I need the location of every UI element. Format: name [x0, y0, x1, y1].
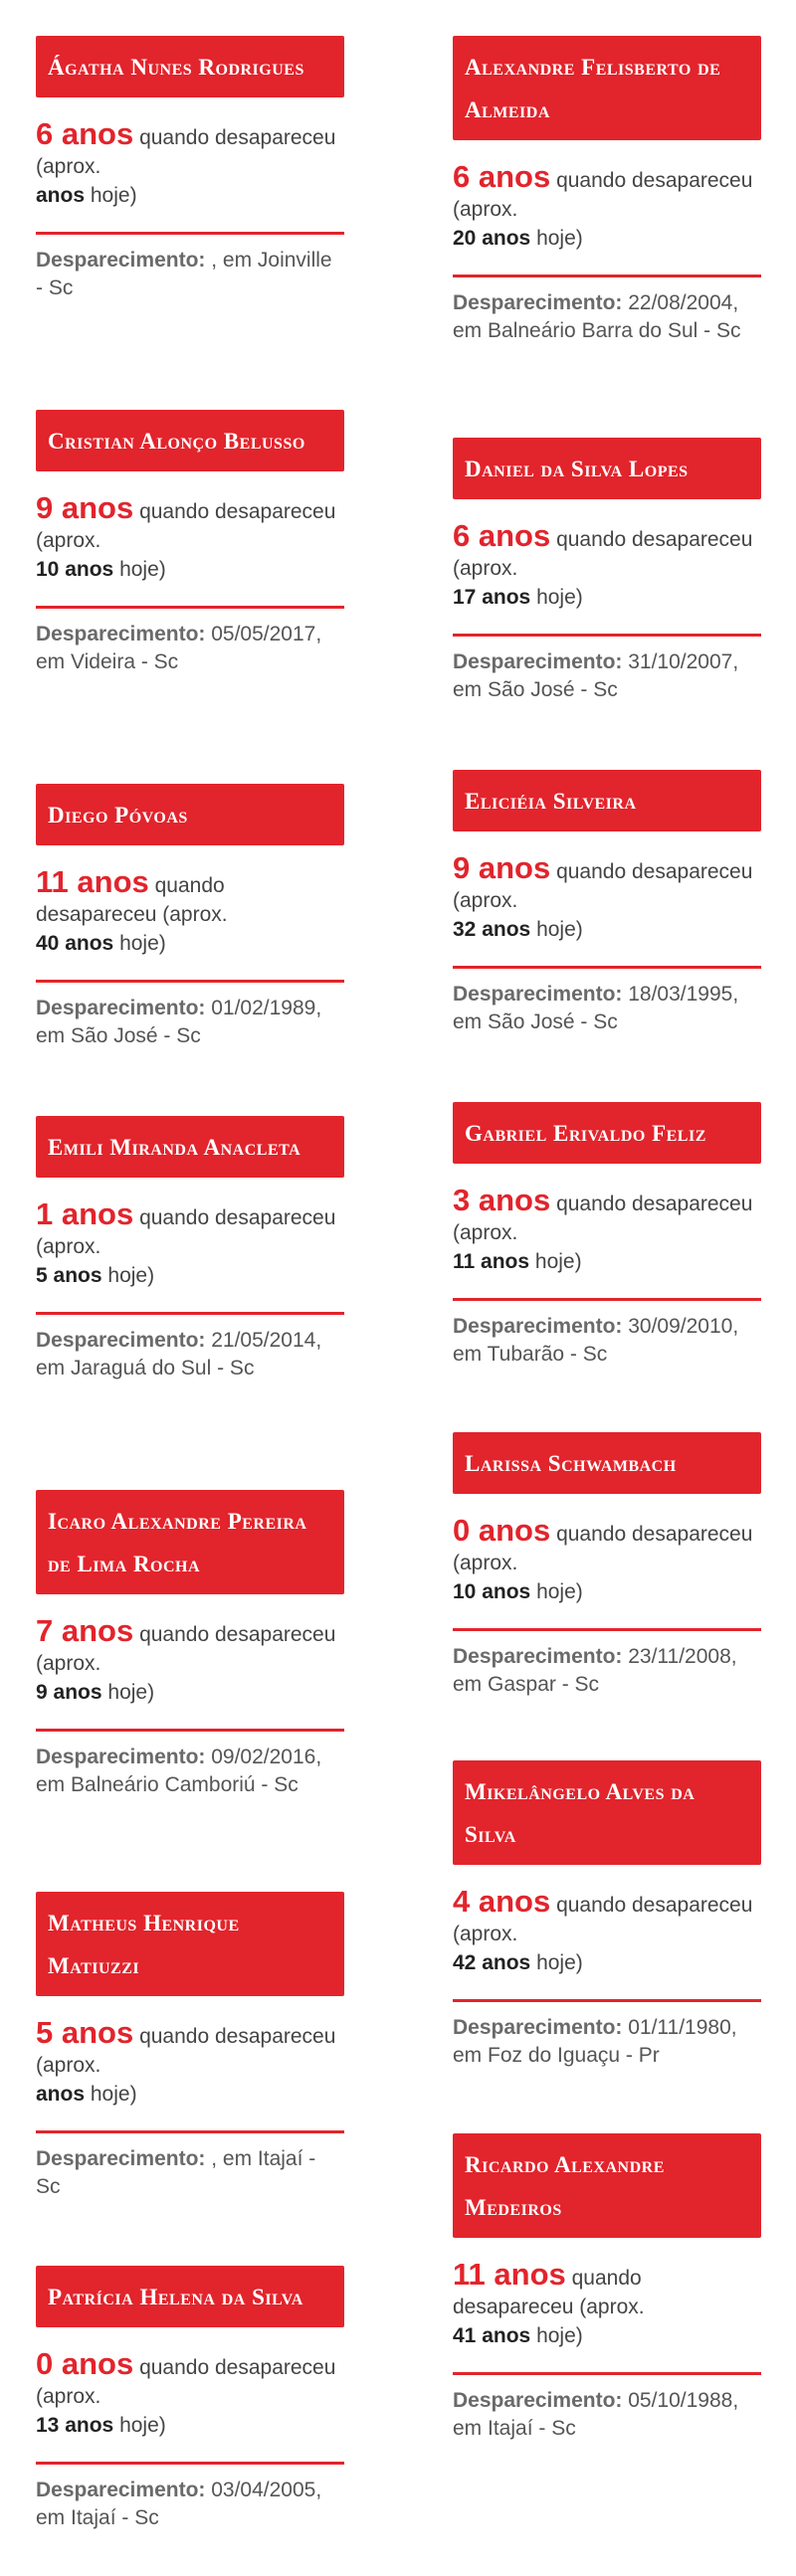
- disappearance-details: 03/04/2005, em Itajaí - Sc: [36, 2479, 322, 2529]
- person-name: Eliciéia Silveira: [453, 770, 761, 831]
- disappearance-info: [453, 2014, 761, 2070]
- divider: [36, 1729, 344, 1732]
- today-age-value: 32: [453, 918, 477, 941]
- divider: [36, 606, 344, 609]
- disappearance-details: 05/10/1988, em Itajaí - Sc: [453, 2389, 739, 2440]
- age-unit: anos: [61, 116, 134, 151]
- today-label: hoje): [536, 227, 583, 250]
- age-text: [453, 850, 761, 944]
- disappearance-details: 22/08/2004, em Balneário Barra do Sul - Sc: [453, 291, 741, 342]
- disappearance-details: 01/02/1989, em São José - Sc: [36, 997, 322, 1047]
- today-age-unit: anos: [482, 1580, 531, 1603]
- disappearance-label: Desparecimento:: [453, 2016, 623, 2039]
- person-card: [36, 2266, 344, 2532]
- disappearance-label: Desparecimento:: [36, 2147, 206, 2170]
- when-disappeared-label: quando desapareceu (aprox.: [453, 169, 753, 221]
- when-disappeared-label: quando desapareceu (aprox.: [36, 874, 228, 926]
- divider: [36, 232, 344, 235]
- disappearance-details: 09/02/2016, em Balneário Camboriú - Sc: [36, 1746, 322, 1796]
- disappearance-details: 30/09/2010, em Tubarão - Sc: [453, 1315, 739, 1366]
- today-age-unit: anos: [36, 184, 86, 207]
- age-text: [36, 2015, 344, 2109]
- age-text: [453, 1884, 761, 1977]
- today-label: hoje): [536, 1951, 583, 1974]
- today-age-unit: anos: [65, 2414, 114, 2437]
- person-name: Emili Miranda Anacleta: [36, 1116, 344, 1178]
- disappearance-label: Desparecimento:: [36, 1746, 206, 1768]
- age-text: [453, 2257, 761, 2350]
- divider: [453, 634, 761, 637]
- divider: [36, 1312, 344, 1315]
- when-disappeared-label: quando desapareceu (aprox.: [36, 126, 336, 178]
- person-name: Patrícia Helena da Silva: [36, 2266, 344, 2327]
- person-name: Gabriel Erivaldo Feliz: [453, 1102, 761, 1164]
- today-label: hoje): [119, 2414, 166, 2437]
- person-name: Ricardo Alexandre Medeiros: [453, 2133, 761, 2238]
- disappearance-details: 18/03/1995, em São José - Sc: [453, 983, 739, 1033]
- disappearance-info: [36, 2145, 344, 2201]
- today-age-value: 40: [36, 932, 60, 955]
- age-unit: anos: [494, 2257, 566, 2292]
- disappearance-label: Desparecimento:: [453, 1645, 623, 1668]
- today-age-unit: anos: [481, 1250, 530, 1273]
- age-unit: anos: [478, 1183, 551, 1217]
- age-text: [453, 1183, 761, 1276]
- disappearance-details: 01/11/1980, em Foz do Iguaçu - Pr: [453, 2016, 737, 2067]
- disappearance-info: [36, 1744, 344, 1799]
- disappearance-label: Desparecimento:: [453, 983, 623, 1006]
- today-age-unit: anos: [482, 918, 531, 941]
- age-text: [36, 2346, 344, 2440]
- age-unit: anos: [61, 2015, 134, 2050]
- today-age-unit: anos: [65, 932, 114, 955]
- when-disappeared-label: quando desapareceu (aprox.: [36, 2356, 336, 2408]
- age-unit: anos: [61, 1196, 134, 1231]
- person-name: Matheus Henrique Matiuzzi: [36, 1892, 344, 1996]
- disappearance-info: [36, 995, 344, 1050]
- age-unit: anos: [61, 1613, 134, 1648]
- divider: [453, 275, 761, 277]
- today-label: hoje): [119, 558, 166, 581]
- person-card: [453, 770, 761, 1036]
- disappearance-details: 23/11/2008, em Gaspar - Sc: [453, 1645, 737, 1696]
- disappearance-label: Desparecimento:: [36, 2479, 206, 2501]
- disappearance-details: , em Joinville - Sc: [36, 249, 332, 299]
- disappearance-label: Desparecimento:: [36, 1329, 206, 1352]
- person-name: Alexandre Felisberto de Almeida: [453, 36, 761, 140]
- today-age-value: 20: [453, 227, 477, 250]
- person-card: [453, 1102, 761, 1369]
- today-label: hoje): [107, 1681, 155, 1704]
- when-disappeared-label: quando desapareceu (aprox.: [36, 500, 336, 552]
- today-age-value: 41: [453, 2324, 477, 2347]
- today-age-unit: anos: [482, 227, 531, 250]
- disappearance-info: [453, 1313, 761, 1369]
- disappearance-info: [453, 2387, 761, 2443]
- today-age-value: 9: [36, 1681, 48, 1704]
- age-value: 11: [36, 864, 69, 899]
- today-age-unit: anos: [482, 2324, 531, 2347]
- person-card: [36, 1116, 344, 1382]
- age-value: 6: [453, 159, 471, 194]
- today-age-value: 13: [36, 2414, 60, 2437]
- person-card: [453, 1432, 761, 1699]
- when-disappeared-label: quando desapareceu (aprox.: [36, 1206, 336, 1258]
- age-text: [36, 864, 344, 958]
- divider: [36, 2130, 344, 2133]
- today-label: hoje): [90, 184, 137, 207]
- disappearance-info: [36, 2477, 344, 2532]
- today-label: hoje): [536, 918, 583, 941]
- age-value: 5: [36, 2015, 54, 2050]
- today-age-value: 42: [453, 1951, 477, 1974]
- when-disappeared-label: quando desapareceu (aprox.: [36, 1623, 336, 1675]
- disappearance-info: [453, 289, 761, 345]
- age-unit: anos: [478, 159, 551, 194]
- age-text: [36, 116, 344, 210]
- person-card: [453, 438, 761, 704]
- age-value: 6: [453, 518, 471, 553]
- age-unit: anos: [77, 864, 149, 899]
- age-value: 9: [36, 490, 54, 525]
- today-label: hoje): [536, 1580, 583, 1603]
- person-card: [453, 1760, 761, 2070]
- person-card: [36, 1892, 344, 2201]
- age-unit: anos: [478, 1884, 551, 1919]
- divider: [453, 1628, 761, 1631]
- disappearance-info: [36, 1327, 344, 1382]
- age-value: 0: [453, 1513, 471, 1548]
- today-label: hoje): [107, 1264, 155, 1287]
- divider: [36, 980, 344, 983]
- today-age-value: 17: [453, 586, 477, 609]
- age-value: 9: [453, 850, 471, 885]
- age-value: 7: [36, 1613, 54, 1648]
- disappearance-label: Desparecimento:: [453, 1315, 623, 1338]
- age-text: [453, 518, 761, 612]
- today-label: hoje): [536, 586, 583, 609]
- age-text: [453, 1513, 761, 1606]
- disappearance-details: , em Itajaí - Sc: [36, 2147, 316, 2198]
- when-disappeared-label: quando desapareceu (aprox.: [453, 1193, 753, 1244]
- age-unit: anos: [478, 850, 551, 885]
- disappearance-details: 21/05/2014, em Jaraguá do Sul - Sc: [36, 1329, 322, 1380]
- disappearance-info: [36, 621, 344, 676]
- age-text: [36, 1196, 344, 1290]
- divider: [453, 966, 761, 969]
- age-unit: anos: [478, 518, 551, 553]
- age-text: [453, 159, 761, 253]
- today-age-unit: anos: [36, 2083, 86, 2106]
- disappearance-info: [453, 981, 761, 1036]
- person-name: Diego Póvoas: [36, 784, 344, 845]
- when-disappeared-label: quando desapareceu (aprox.: [453, 2267, 645, 2318]
- age-text: [36, 490, 344, 584]
- age-value: 6: [36, 116, 54, 151]
- disappearance-label: Desparecimento:: [453, 650, 623, 673]
- age-unit: anos: [61, 2346, 134, 2381]
- when-disappeared-label: quando desapareceu (aprox.: [453, 528, 753, 580]
- today-age-unit: anos: [482, 1951, 531, 1974]
- today-age-value: 5: [36, 1264, 48, 1287]
- today-age-unit: anos: [65, 558, 114, 581]
- today-label: hoje): [119, 932, 166, 955]
- age-value: 4: [453, 1884, 471, 1919]
- person-card: [36, 410, 344, 676]
- disappearance-label: Desparecimento:: [36, 623, 206, 645]
- age-value: 0: [36, 2346, 54, 2381]
- today-age-unit: anos: [53, 1264, 102, 1287]
- disappearance-details: 05/05/2017, em Videira - Sc: [36, 623, 322, 673]
- disappearance-label: Desparecimento:: [453, 291, 623, 314]
- divider: [36, 2462, 344, 2465]
- today-label: hoje): [534, 1250, 582, 1273]
- age-value: 3: [453, 1183, 471, 1217]
- today-age-unit: anos: [53, 1681, 102, 1704]
- today-age-value: 11: [453, 1250, 476, 1273]
- disappearance-label: Desparecimento:: [453, 2389, 623, 2412]
- today-label: hoje): [536, 2324, 583, 2347]
- age-value: 11: [453, 2257, 486, 2292]
- person-card: [36, 36, 344, 302]
- person-card: [36, 1490, 344, 1799]
- divider: [453, 1999, 761, 2002]
- age-text: [36, 1613, 344, 1707]
- when-disappeared-label: quando desapareceu (aprox.: [453, 1894, 753, 1945]
- disappearance-details: 31/10/2007, em São José - Sc: [453, 650, 739, 701]
- person-name: Ágatha Nunes Rodrigues: [36, 36, 344, 97]
- when-disappeared-label: quando desapareceu (aprox.: [453, 860, 753, 912]
- person-name: Cristian Alonço Belusso: [36, 410, 344, 471]
- disappearance-label: Desparecimento:: [36, 997, 206, 1019]
- person-name: Mikelângelo Alves da Silva: [453, 1760, 761, 1865]
- person-card: [36, 784, 344, 1050]
- age-unit: anos: [61, 490, 134, 525]
- today-age-unit: anos: [482, 586, 531, 609]
- disappearance-info: [453, 648, 761, 704]
- disappearance-info: [36, 247, 344, 302]
- person-card: [453, 2133, 761, 2443]
- when-disappeared-label: quando desapareceu (aprox.: [36, 2025, 336, 2077]
- when-disappeared-label: quando desapareceu (aprox.: [453, 1523, 753, 1574]
- person-card: [453, 36, 761, 345]
- today-age-value: 10: [453, 1580, 477, 1603]
- age-unit: anos: [478, 1513, 551, 1548]
- person-name: Daniel da Silva Lopes: [453, 438, 761, 499]
- person-name: Icaro Alexandre Pereira de Lima Rocha: [36, 1490, 344, 1594]
- divider: [453, 1298, 761, 1301]
- today-age-value: 10: [36, 558, 60, 581]
- disappearance-label: Desparecimento:: [36, 249, 206, 272]
- person-name: Larissa Schwambach: [453, 1432, 761, 1494]
- disappearance-info: [453, 1643, 761, 1699]
- today-label: hoje): [90, 2083, 137, 2106]
- age-value: 1: [36, 1196, 54, 1231]
- divider: [453, 2372, 761, 2375]
